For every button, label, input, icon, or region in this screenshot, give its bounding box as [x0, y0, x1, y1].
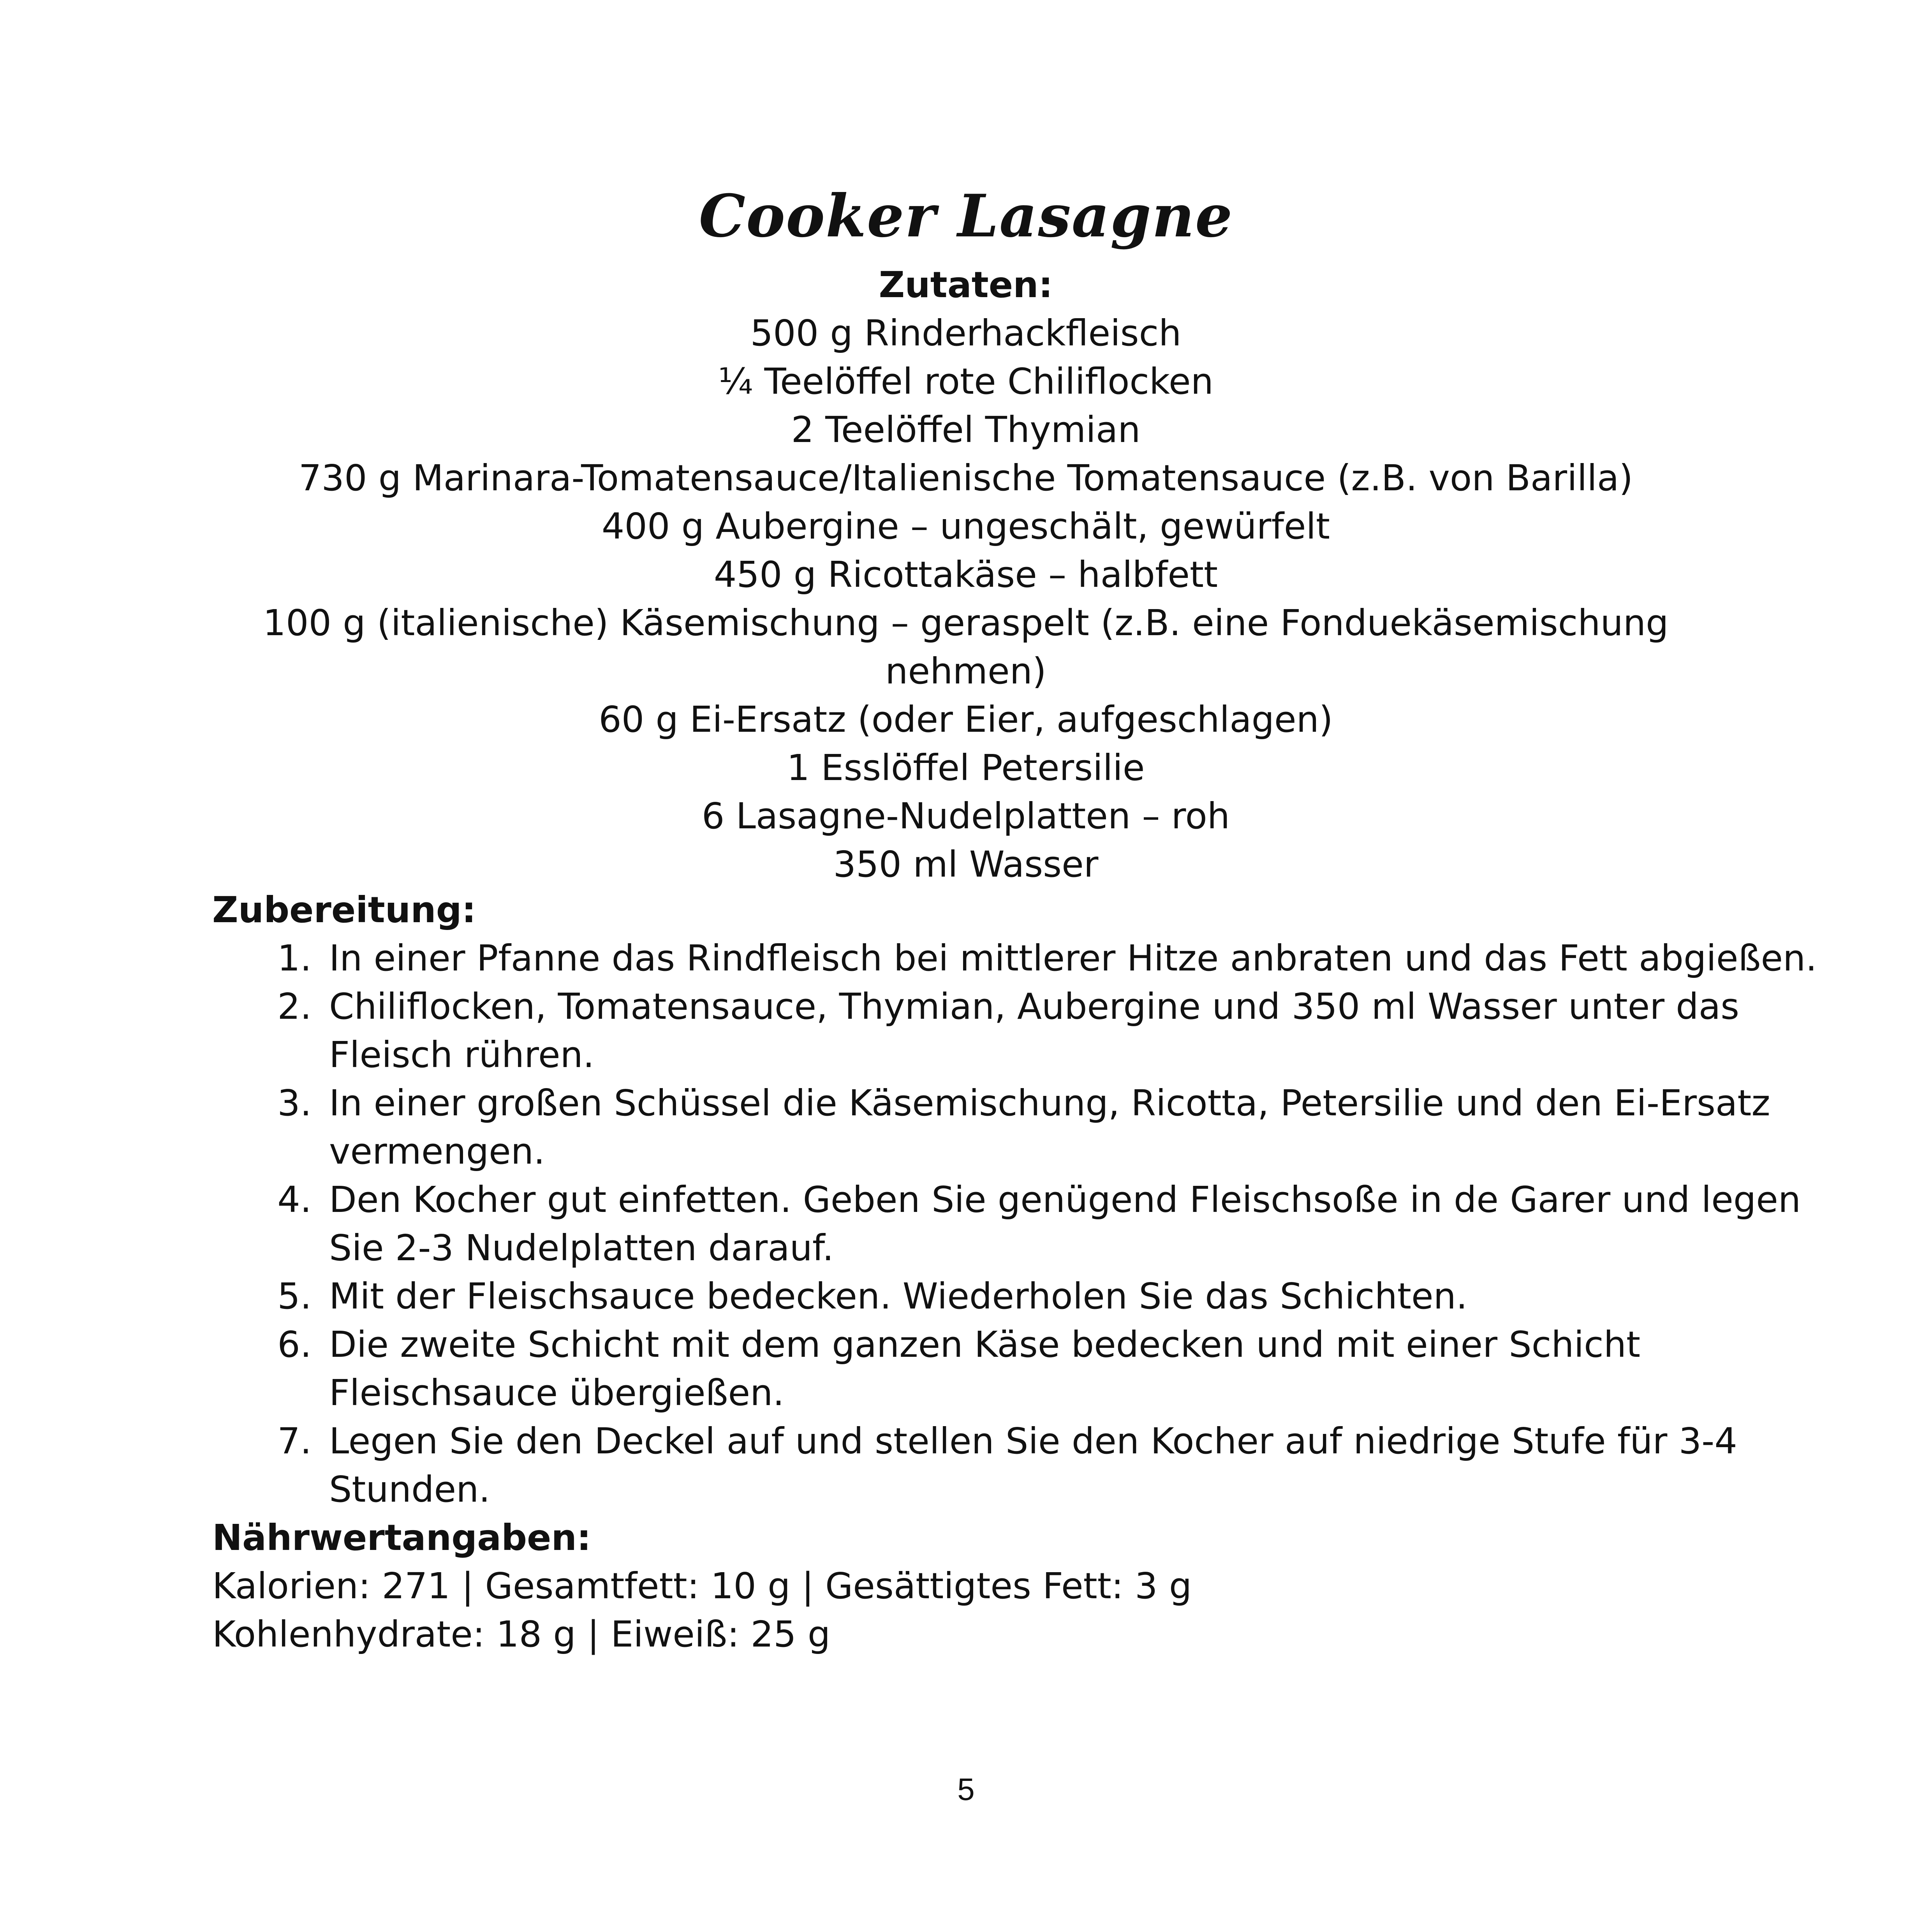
- nutrition-line: Kalorien: 271 | Gesamtfett: 10 g | Gesättigtes Fett: 3 g: [212, 1565, 1192, 1607]
- step-item: [212, 1176, 1840, 1272]
- step-number: 4.: [277, 1179, 312, 1220]
- nutrition-heading: Nährwertangaben:: [212, 1517, 591, 1559]
- step-text: Den Kocher gut einfetten. Geben Sie genügend Fleischsoße in de Garer und legen Sie 2-3 Nudelplatten darauf.: [329, 1179, 1801, 1269]
- step-item: [212, 934, 1840, 983]
- ingredients-heading: Zutaten:: [879, 264, 1053, 306]
- step-number: 3.: [277, 1082, 312, 1124]
- step-number: 5.: [277, 1275, 312, 1317]
- ingredient-item: 350 ml Wasser: [833, 844, 1099, 885]
- step-item: [212, 1079, 1840, 1176]
- step-text: In einer Pfanne das Rindfleisch bei mittlerer Hitze anbraten und das Fett abgießen.: [329, 937, 1817, 979]
- preparation-steps: [212, 934, 1840, 1514]
- ingredient-item: 60 g Ei-Ersatz (oder Eier, aufgeschlagen): [599, 699, 1333, 740]
- ingredient-item: 730 g Marinara-Tomatensauce/Italienische Tomatensauce (z.B. von Barilla): [298, 457, 1633, 499]
- ingredient-item: 6 Lasagne-Nudelplatten – roh: [701, 795, 1230, 837]
- ingredient-item: ¼ Teelöffel rote Chiliflocken: [718, 361, 1213, 402]
- ingredient-item: 100 g (italienische) Käsemischung – geraspelt (z.B. eine Fonduekäsemischung nehmen): [263, 602, 1669, 692]
- step-text: Chiliflocken, Tomatensauce, Thymian, Aubergine und 350 ml Wasser unter das Fleisch rühren.: [329, 986, 1740, 1076]
- step-item: [212, 1417, 1840, 1514]
- ingredients-section: [241, 261, 1690, 889]
- ingredient-item: 400 g Aubergine – ungeschält, gewürfelt: [601, 505, 1330, 547]
- ingredient-item: 500 g Rinderhackfleisch: [750, 312, 1182, 354]
- page-number: 5: [957, 1772, 975, 1807]
- nutrition-line: Kohlenhydrate: 18 g | Eiweiß: 25 g: [212, 1613, 831, 1655]
- ingredient-item: 1 Esslöffel Petersilie: [787, 747, 1145, 789]
- ingredient-item: 450 g Ricottakäse – halbfett: [713, 554, 1218, 595]
- ingredient-item: 2 Teelöffel Thymian: [791, 409, 1141, 451]
- step-text: In einer großen Schüssel die Käsemischung, Ricotta, Petersilie und den Ei-Ersatz vermengen.: [329, 1082, 1770, 1172]
- step-number: 7.: [277, 1420, 312, 1462]
- step-number: 6.: [277, 1324, 312, 1365]
- step-item: [212, 1321, 1840, 1417]
- recipe-title: Cooker Lasagne: [699, 182, 1233, 250]
- step-item: [212, 1272, 1840, 1321]
- step-text: Die zweite Schicht mit dem ganzen Käse bedecken und mit einer Schicht Fleischsauce übergießen.: [329, 1324, 1641, 1414]
- step-number: 1.: [277, 937, 312, 979]
- preparation-heading: Zubereitung:: [212, 889, 476, 931]
- step-text: Mit der Fleischsauce bedecken. Wiederholen Sie das Schichten.: [329, 1275, 1468, 1317]
- step-item: [212, 983, 1840, 1079]
- step-number: 2.: [277, 986, 312, 1027]
- preparation-section: [212, 886, 1840, 1659]
- step-text: Legen Sie den Deckel auf und stellen Sie den Kocher auf niedrige Stufe für 3-4 Stunden.: [329, 1420, 1737, 1510]
